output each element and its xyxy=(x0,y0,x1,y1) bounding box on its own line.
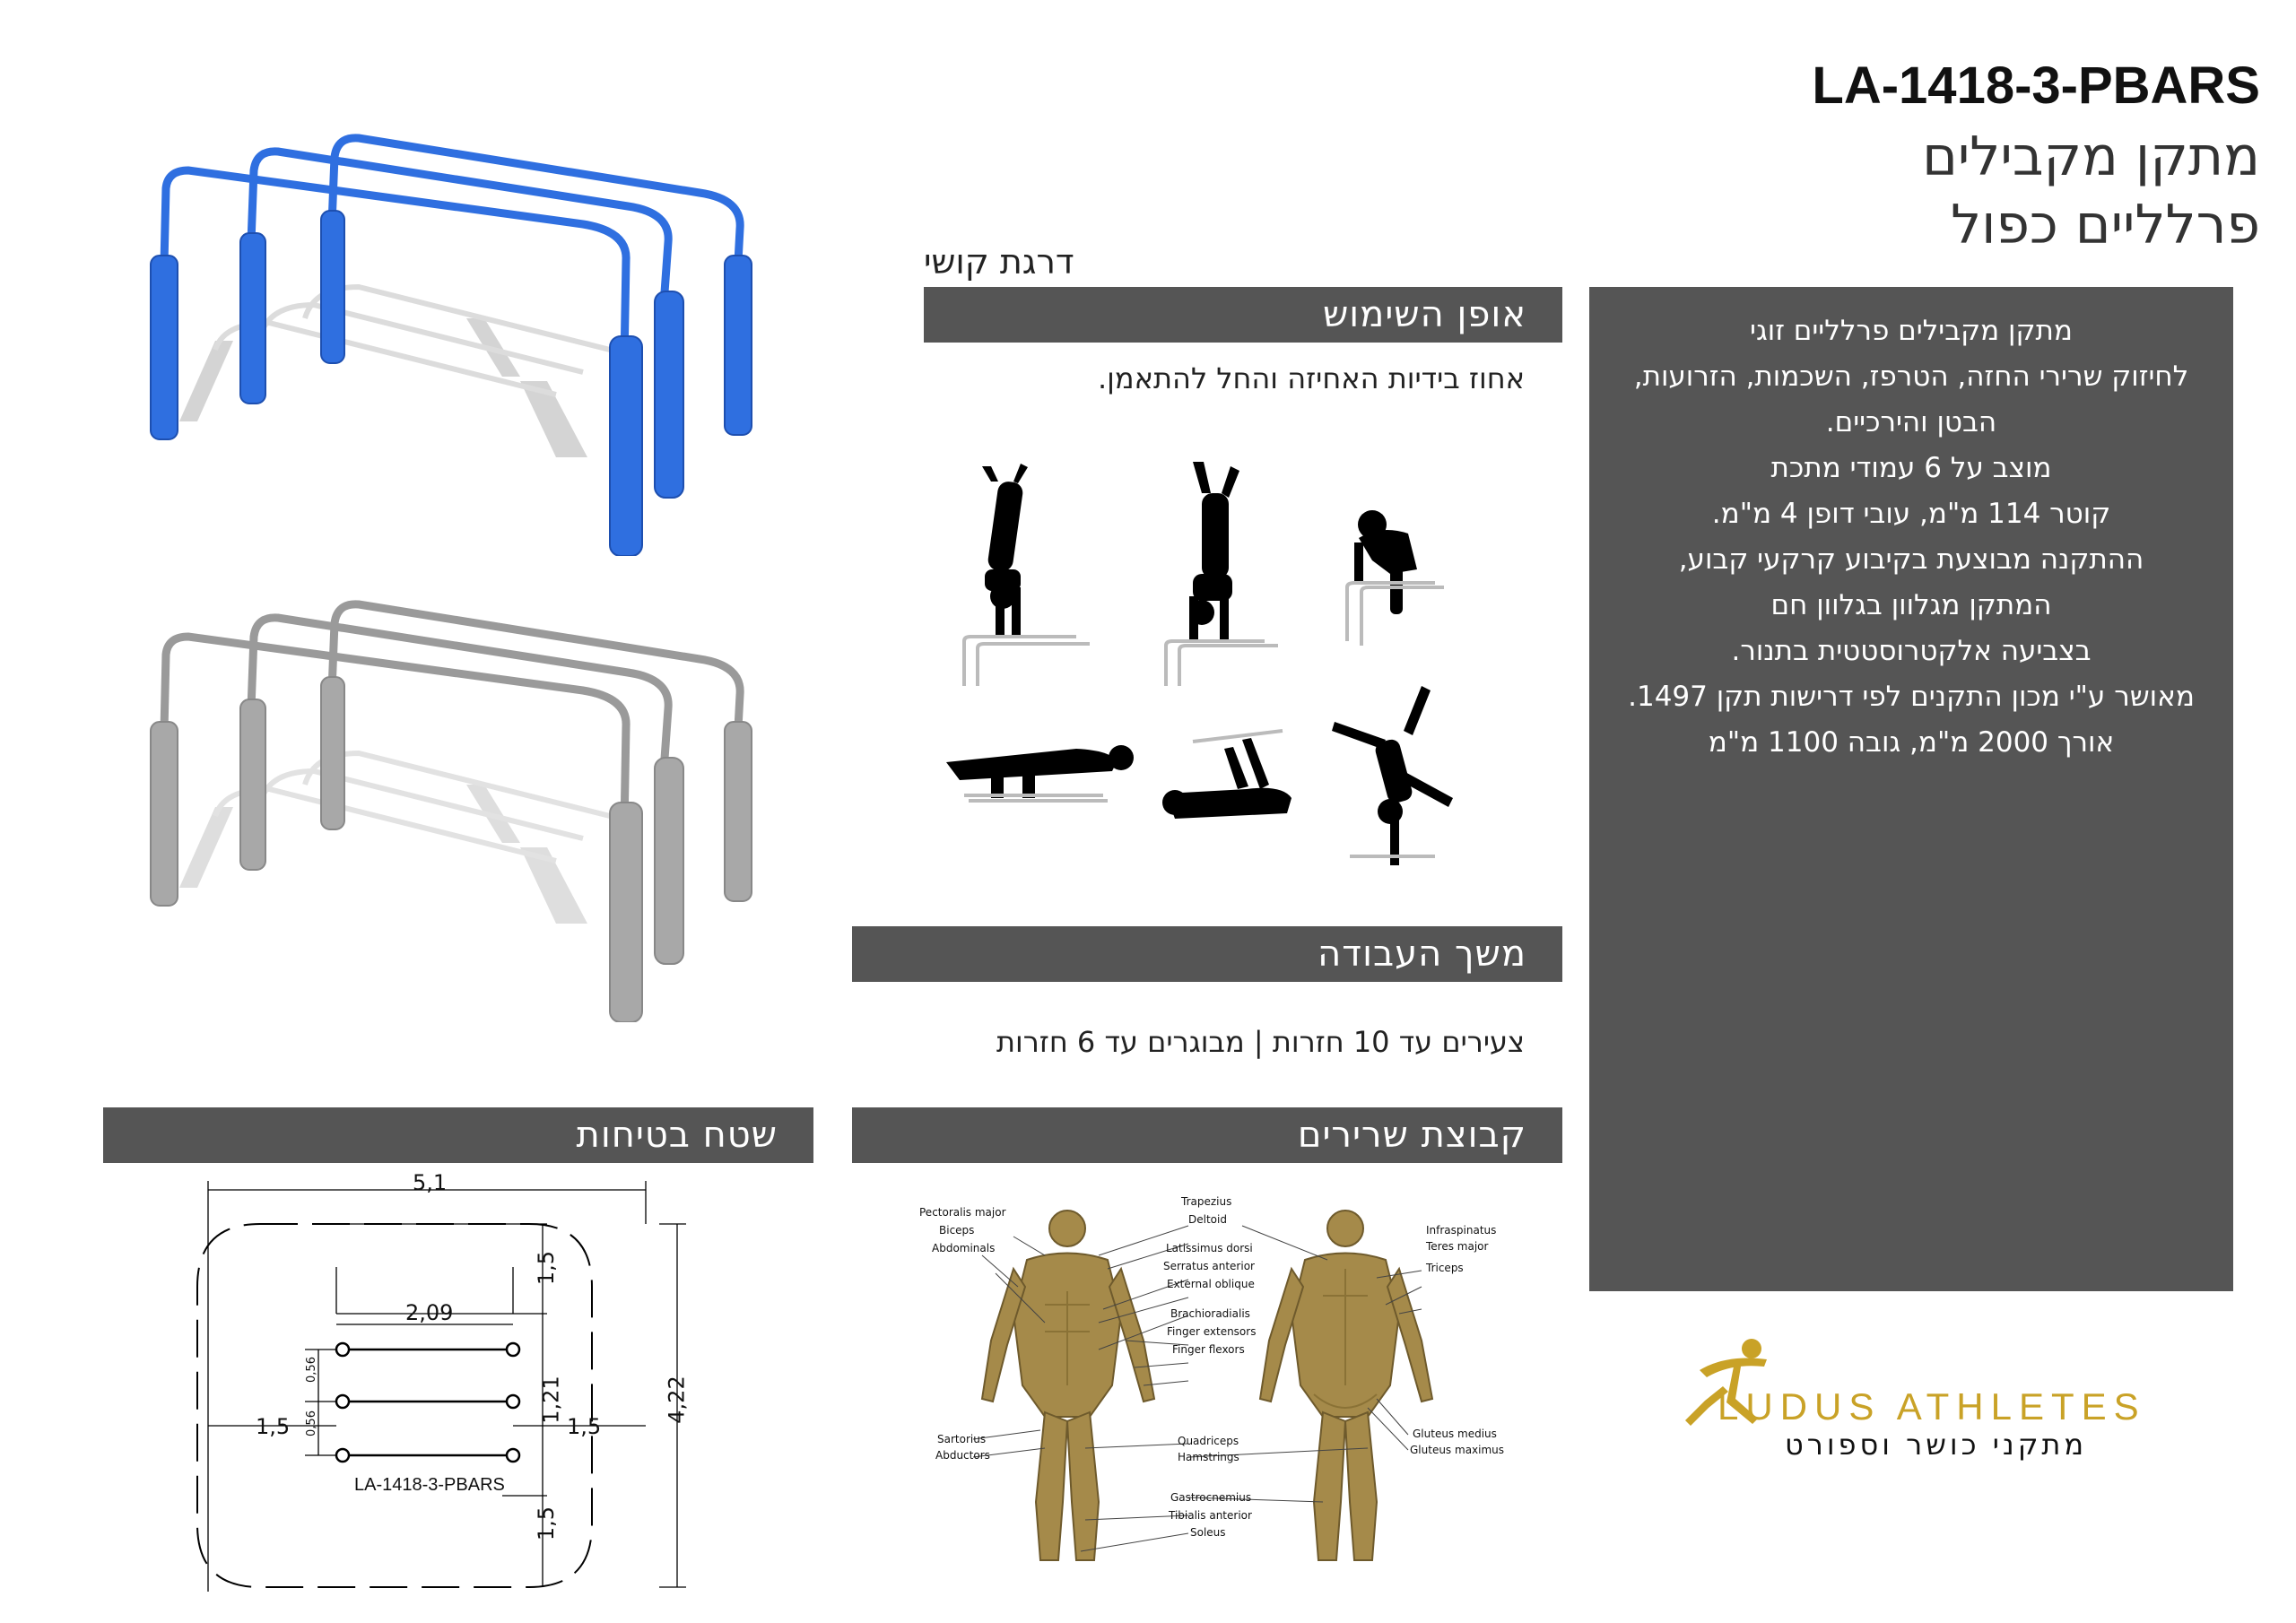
dim-top-clear: 1,5 xyxy=(534,1250,560,1286)
row-silhouette xyxy=(1162,738,1292,819)
label-infraspinatus: Infraspinatus xyxy=(1426,1224,1497,1237)
dim-right-clear: 1,5 xyxy=(567,1414,602,1439)
dip-silhouette xyxy=(1354,510,1417,614)
dim-left-clear: 1,5 xyxy=(256,1414,291,1439)
render-blue xyxy=(126,108,771,556)
description-line: ההתקנה מבוצעת בקיבוע קרקעי קבוע, xyxy=(1678,543,2144,576)
usage-bar xyxy=(924,287,1562,343)
label-biceps: Biceps xyxy=(939,1224,975,1237)
handstand-silhouette-2 xyxy=(1189,462,1239,641)
description-line: הבטן והירכיים. xyxy=(1825,406,1997,438)
duration-heading: משך העבודה xyxy=(1318,933,1526,975)
description-line: מאושר ע"י מכון התקנים לפי דרישות תקן 1497. xyxy=(1628,681,2195,713)
label-sartorius: Sartorius xyxy=(937,1433,987,1445)
dim-bars-span: 1,21 xyxy=(538,1376,564,1424)
duration-bar xyxy=(852,926,1562,982)
handstand-silhouette-1 xyxy=(982,464,1028,637)
planche-silhouette xyxy=(946,745,1134,798)
product-title-line2: פרלליים כפול xyxy=(1951,194,2260,256)
label-gluteus-medius: Gluteus medius xyxy=(1413,1428,1497,1440)
usage-heading: אופן השימוש xyxy=(1322,294,1526,335)
description-line: לחיזוק שרירי החזה, הטרפז, השכמות, הזרועות, xyxy=(1633,360,2189,393)
label-trapezius: Trapezius xyxy=(1181,1195,1232,1208)
safety-heading: שטח בטיחות xyxy=(576,1115,778,1156)
label-teres-major: Teres major xyxy=(1426,1240,1489,1253)
dim-total-height: 4,22 xyxy=(664,1376,690,1424)
label-abdominals: Abdominals xyxy=(932,1242,996,1254)
muscles-heading: קבוצת שרירים xyxy=(1297,1115,1526,1156)
dim-bar-gap-a: 0,56 xyxy=(304,1357,318,1383)
label-latissimus-dorsi: Latissimus dorsi xyxy=(1166,1242,1253,1254)
dim-bar-gap-b: 0,56 xyxy=(304,1410,318,1436)
description-line: המתקן מגלוון בגלוון חם xyxy=(1770,589,2052,621)
description-panel xyxy=(1589,287,2233,1291)
description-line: קוטר 114 מ"מ, עובי דופן 4 מ"מ. xyxy=(1711,498,2111,530)
label-quadriceps: Quadriceps xyxy=(1178,1435,1239,1447)
label-finger-flexors: Finger flexors xyxy=(1172,1343,1245,1356)
label-gluteus-maximus: Gluteus maximus xyxy=(1410,1444,1505,1456)
description-line: אורך 2000 מ"מ, גובה 1100 מ"מ xyxy=(1708,726,2115,759)
muscles-bar xyxy=(852,1107,1562,1163)
description-line: בצביעה אלקטרוסטטית בתנור. xyxy=(1731,635,2092,667)
description-line: מוצב על 6 עמודי מתכת xyxy=(1770,452,2052,484)
description-line: מתקן מקבילים פרלליים זוגי xyxy=(1750,315,2073,347)
duration-text: צעירים עד 10 חזרות | מבוגרים עד 6 חזרות xyxy=(996,1025,1525,1059)
label-abductors: Abductors xyxy=(935,1449,990,1462)
label-soleus: Soleus xyxy=(1190,1526,1226,1539)
label-triceps: Triceps xyxy=(1426,1262,1464,1274)
usage-text: אחוז בידיות האחיזה והחל להתאמן. xyxy=(1097,361,1525,395)
dim-bottom-clear: 1,5 xyxy=(534,1506,560,1541)
brand-name: LUDUS ATHLETES xyxy=(1718,1385,2146,1428)
label-gastrocnemius: Gastrocnemius xyxy=(1170,1491,1252,1504)
label-pectoralis-major: Pectoralis major xyxy=(919,1206,1006,1219)
safety-drawing xyxy=(135,1170,762,1592)
label-serratus-anterior: Serratus anterior xyxy=(1163,1260,1255,1272)
safety-bar xyxy=(103,1107,813,1163)
product-title-line1: מתקן מקבילים xyxy=(1922,126,2260,188)
muscle-chart xyxy=(919,1195,1529,1565)
label-brachioradialis: Brachioradialis xyxy=(1170,1307,1250,1320)
star-silhouette xyxy=(1332,686,1453,865)
label-external-oblique: External oblique xyxy=(1167,1278,1255,1290)
product-code: LA-1418-3-PBARS xyxy=(1812,56,2260,115)
label-finger-extensors: Finger extensors xyxy=(1167,1325,1257,1338)
dim-total-width: 5,1 xyxy=(413,1170,448,1195)
label-deltoid: Deltoid xyxy=(1188,1213,1227,1226)
label-tibialis-anterior: Tibialis anterior xyxy=(1169,1509,1252,1522)
brand-tagline: מתקני כושר וספורט xyxy=(1785,1428,2088,1462)
difficulty-label: דרגת קושי xyxy=(924,242,1074,282)
exercise-silhouettes xyxy=(906,462,1462,874)
render-grey xyxy=(126,574,771,1022)
safety-caption: LA-1418-3-PBARS xyxy=(354,1475,505,1495)
description-lines xyxy=(1598,308,2224,766)
dim-bar-length: 2,09 xyxy=(405,1300,454,1325)
label-hamstrings: Hamstrings xyxy=(1178,1451,1239,1463)
